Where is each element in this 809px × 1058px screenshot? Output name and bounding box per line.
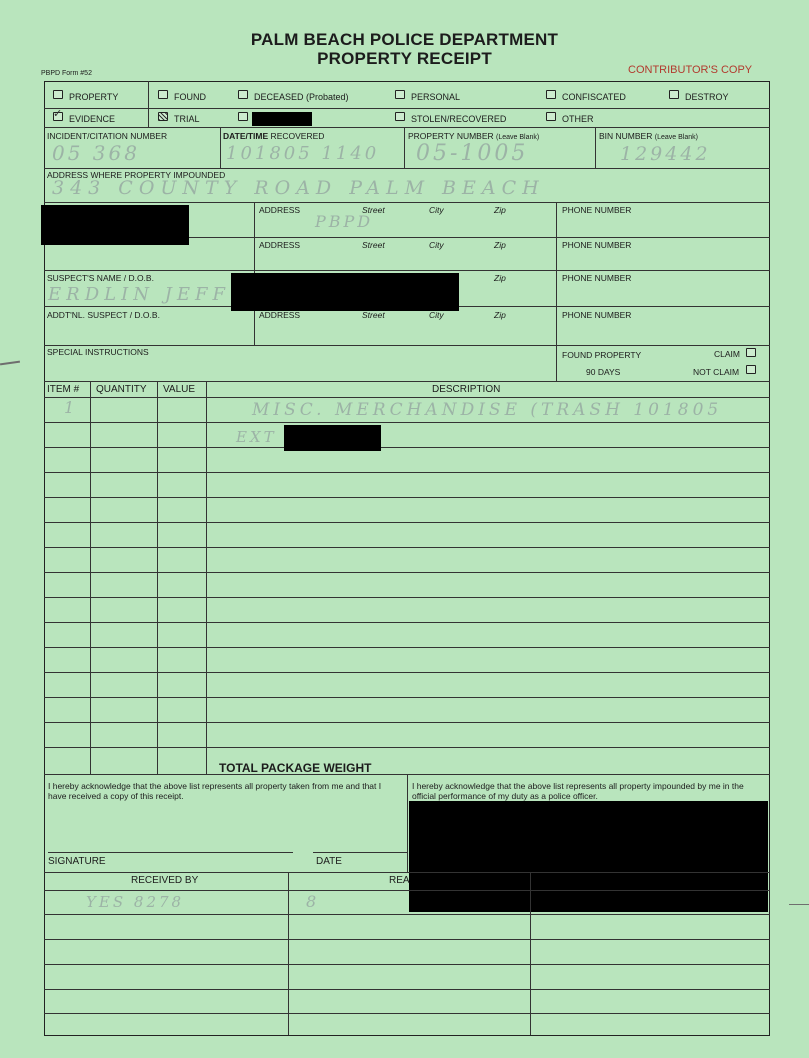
- deceased-option-label: DECEASED (Probated): [254, 92, 349, 102]
- divider: [148, 81, 149, 127]
- trial-checkbox[interactable]: [158, 112, 168, 121]
- phone-number-label: PHONE NUMBER: [562, 205, 632, 215]
- received-by-header: RECEIVED BY: [131, 875, 199, 886]
- special-instructions-label: SPECIAL INSTRUCTIONS: [47, 347, 149, 357]
- scan-mark: [789, 904, 809, 905]
- redaction-block: [284, 425, 381, 451]
- destroy-checkbox[interactable]: [669, 90, 679, 99]
- row1-received-by-value[interactable]: YES 8278: [86, 893, 185, 911]
- table-row-line: [44, 964, 770, 965]
- other-option-label: OTHER: [562, 114, 594, 124]
- divider: [44, 270, 770, 271]
- stolen-recovered-checkbox[interactable]: [395, 112, 405, 121]
- quantity-header: QUANTITY: [96, 384, 147, 395]
- receipt-title: PROPERTY RECEIPT: [317, 49, 492, 68]
- table-row-line: [44, 672, 770, 673]
- other-checkbox[interactable]: [546, 112, 556, 121]
- street-label: Street: [362, 310, 385, 320]
- bin-number-label: [599, 131, 698, 141]
- table-row-line: [44, 597, 770, 598]
- trial-option-label: TRIAL: [174, 114, 200, 124]
- claim-label: CLAIM: [714, 349, 740, 359]
- scan-mark: [0, 361, 20, 366]
- property-number-value[interactable]: 05-1005: [416, 141, 529, 166]
- table-row-line: [44, 622, 770, 623]
- found-option-label: FOUND: [174, 92, 206, 102]
- table-row-line: [44, 472, 770, 473]
- divider: [157, 381, 158, 774]
- city-label: City: [429, 205, 444, 215]
- property-checkbox[interactable]: [53, 90, 63, 99]
- table-row-line: [44, 722, 770, 723]
- property-option-label: PROPERTY: [69, 92, 119, 102]
- address-impounded-label: ADDRESS WHERE PROPERTY IMPOUNDED: [47, 170, 226, 180]
- city-label: City: [429, 240, 444, 250]
- table-row-line: [44, 939, 770, 940]
- acknowledge-taken-text: I hereby acknowledge that the above list represents all property taken from me and that I have received a copy of this receipt.: [48, 781, 382, 801]
- found-checkbox[interactable]: [158, 90, 168, 99]
- value-header: VALUE: [163, 384, 196, 395]
- confiscated-checkbox[interactable]: [546, 90, 556, 99]
- address-label: ADDRESS: [259, 240, 301, 250]
- signature-label: SIGNATURE: [48, 856, 106, 867]
- incident-number-value[interactable]: 05 368: [52, 141, 140, 165]
- divider: [44, 168, 770, 169]
- property-number-label: [408, 131, 539, 141]
- redacted-option-checkbox[interactable]: [238, 112, 248, 121]
- table-row-line: [44, 572, 770, 573]
- date-label: DATE: [316, 856, 342, 867]
- table-row-line: [44, 1013, 770, 1014]
- divider: [220, 127, 221, 168]
- date-time-label: [223, 131, 324, 141]
- divider: [407, 774, 408, 872]
- item-2-description[interactable]: EXT: [236, 428, 277, 446]
- divider: [530, 872, 531, 1035]
- table-row-line: [44, 647, 770, 648]
- evidence-checkbox[interactable]: [53, 112, 63, 121]
- incident-number-label: INCIDENT/CITATION NUMBER: [47, 131, 168, 141]
- evidence-option-label: EVIDENCE: [69, 114, 116, 124]
- date-time-label-rest: RECOVERED: [268, 131, 325, 141]
- not-claim-checkbox[interactable]: [746, 365, 756, 374]
- suspect-name-label: SUSPECT'S NAME / D.O.B.: [47, 273, 154, 283]
- city-label: City: [429, 310, 444, 320]
- deceased-checkbox[interactable]: [238, 90, 248, 99]
- divider: [556, 345, 557, 381]
- address-impounded-value[interactable]: 343 COUNTY ROAD PALM BEACH: [52, 177, 545, 199]
- table-row-line: [44, 989, 770, 990]
- address-label: ADDRESS: [259, 205, 301, 215]
- redaction-block: [41, 205, 189, 245]
- bin-number-label-text: BIN NUMBER: [599, 131, 653, 141]
- description-header: DESCRIPTION: [432, 384, 501, 395]
- additional-suspect-label: ADDT'NL. SUSPECT / D.O.B.: [47, 310, 160, 320]
- redaction-block: [252, 112, 312, 126]
- divider: [44, 345, 770, 346]
- divider: [44, 890, 770, 891]
- suspect-name-value[interactable]: ERDLIN JEFF: [48, 284, 230, 305]
- divider: [44, 397, 770, 398]
- divider: [556, 202, 557, 345]
- street-label: Street: [362, 205, 385, 215]
- phone-number-label: PHONE NUMBER: [562, 240, 632, 250]
- property-number-note: (Leave Blank): [496, 134, 540, 141]
- redaction-block: [409, 801, 768, 912]
- item-1-number[interactable]: 1: [64, 398, 78, 417]
- row1-address-value[interactable]: PBPD: [315, 212, 374, 231]
- table-row-line: [44, 447, 770, 448]
- divider: [44, 202, 770, 203]
- street-label: Street: [362, 240, 385, 250]
- stolen-option-label: STOLEN/RECOVERED: [411, 114, 507, 124]
- divider: [44, 108, 770, 109]
- divider: [44, 872, 770, 873]
- date-time-value[interactable]: 101805 1140: [226, 143, 380, 164]
- zip-label: Zip: [494, 205, 506, 215]
- found-property-label: FOUND PROPERTY: [562, 350, 642, 360]
- phone-number-label: PHONE NUMBER: [562, 310, 632, 320]
- zip-label: Zip: [494, 310, 506, 320]
- table-row-line: [44, 747, 770, 748]
- row1-reason-value[interactable]: 8: [306, 892, 320, 911]
- zip-label: Zip: [494, 273, 506, 283]
- property-number-label-text: PROPERTY NUMBER: [408, 131, 494, 141]
- item-1-description[interactable]: MISC. MERCHANDISE (TRASH 101805: [252, 400, 723, 420]
- table-row-line: [44, 422, 770, 423]
- bin-number-value[interactable]: 129442: [620, 143, 711, 165]
- date-line: [313, 852, 407, 853]
- divider: [44, 381, 770, 382]
- table-row-line: [44, 697, 770, 698]
- destroy-option-label: DESTROY: [685, 92, 729, 102]
- bin-number-note: (Leave Blank): [654, 134, 698, 141]
- zip-label: Zip: [494, 240, 506, 250]
- divider: [206, 381, 207, 774]
- confiscated-option-label: CONFISCATED: [562, 92, 626, 102]
- form-number: PBPD Form #52: [41, 70, 92, 77]
- item-number-header: ITEM #: [47, 384, 80, 395]
- divider: [595, 127, 596, 168]
- divider: [90, 381, 91, 774]
- department-title: PALM BEACH POLICE DEPARTMENT: [250, 30, 559, 49]
- ninety-days-label: 90 DAYS: [586, 367, 621, 377]
- table-row-line: [44, 497, 770, 498]
- divider: [404, 127, 405, 168]
- total-package-weight-label: TOTAL PACKAGE WEIGHT: [219, 761, 372, 775]
- reason-header: REA: [389, 875, 410, 886]
- table-row-line: [44, 914, 770, 915]
- table-row-line: [44, 547, 770, 548]
- signature-line: [48, 852, 293, 853]
- divider: [44, 127, 770, 128]
- phone-number-label: PHONE NUMBER: [562, 273, 632, 283]
- not-claim-label: NOT CLAIM: [693, 367, 740, 377]
- copy-label: CONTRIBUTOR'S COPY: [628, 64, 753, 76]
- personal-checkbox[interactable]: [395, 90, 405, 99]
- acknowledge-impounded-text: I hereby acknowledge that the above list represents all property impounded by me in the official performance of my duty as a police officer.: [412, 781, 744, 801]
- divider: [288, 872, 289, 1035]
- date-time-label-bold: DATE/TIME: [223, 131, 269, 141]
- personal-option-label: PERSONAL: [411, 92, 461, 102]
- redaction-block: [231, 273, 459, 311]
- claim-checkbox[interactable]: [746, 348, 756, 357]
- address-label: ADDRESS: [259, 310, 301, 320]
- table-row-line: [44, 522, 770, 523]
